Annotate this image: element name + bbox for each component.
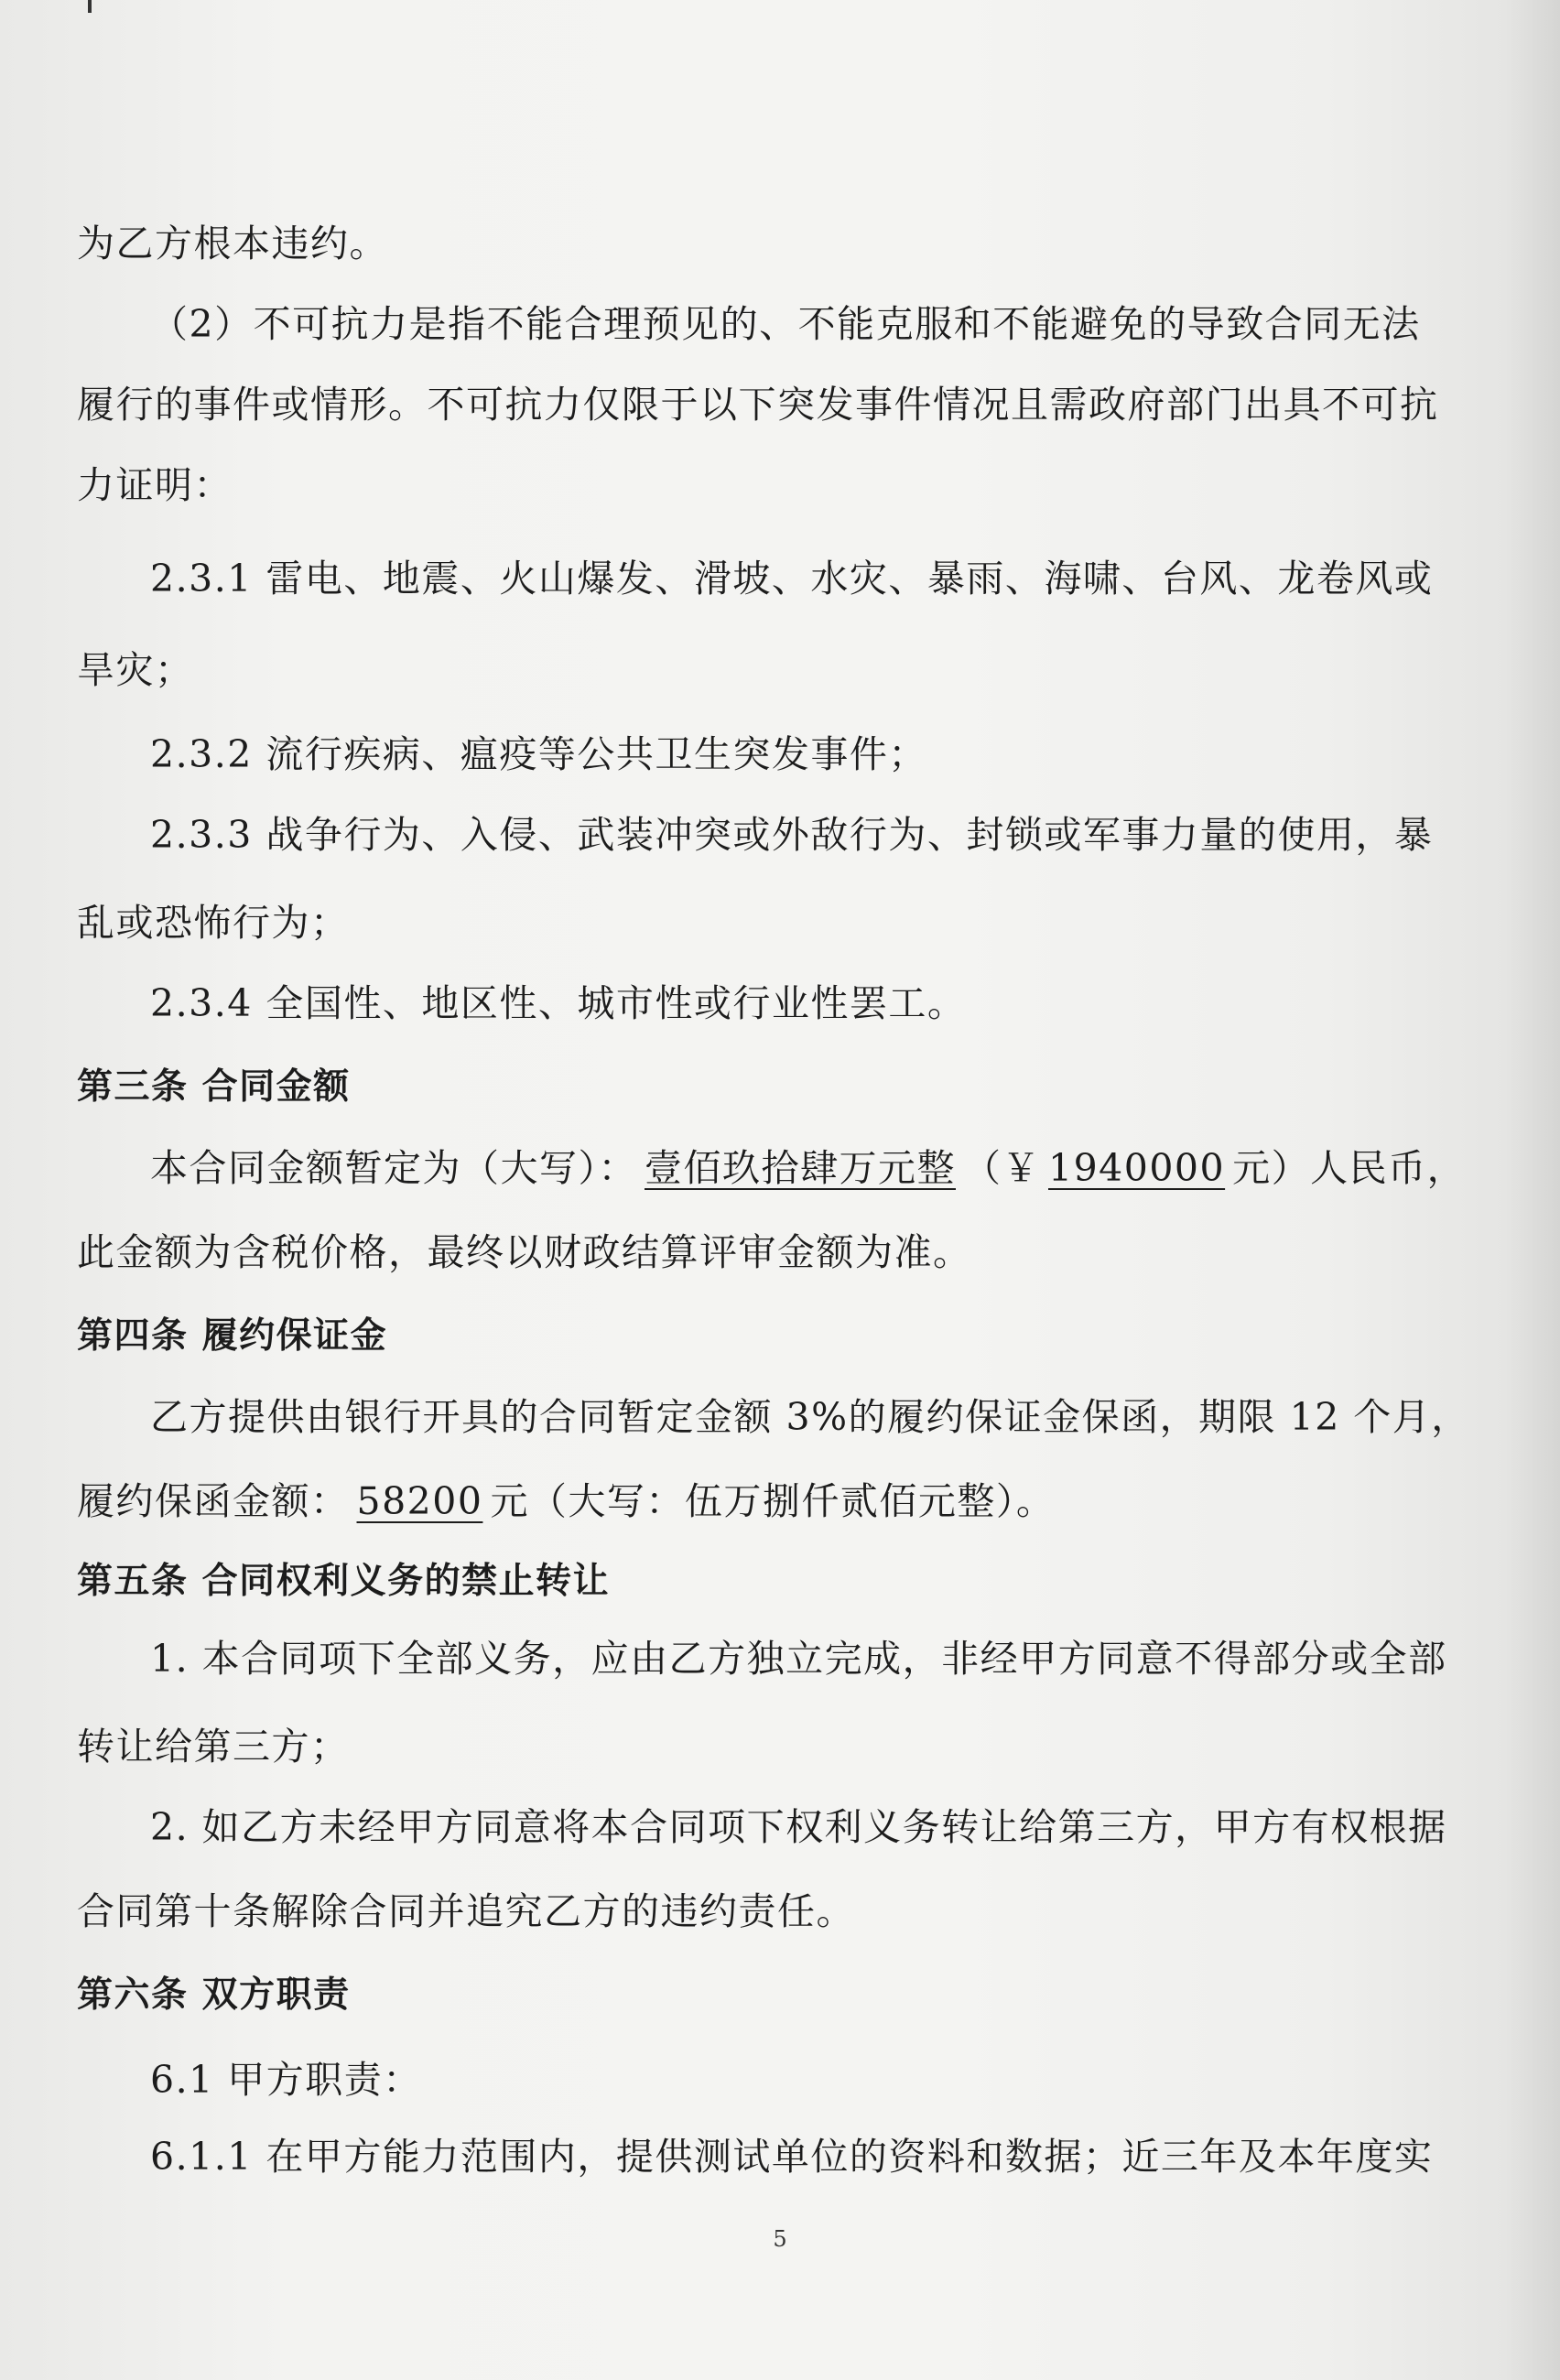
amount-in-words: 壹佰玖拾肆万元整 xyxy=(645,1146,956,1190)
amount-currency-prefix: （￥ xyxy=(963,1146,1041,1190)
text-line: 2.3.3 战争行为、入侵、武装冲突或外敌行为、封锁或军事力量的使用，暴 xyxy=(150,813,1434,857)
guarantee-suffix: 元（大写：伍万捌仟贰佰元整）。 xyxy=(490,1479,1056,1523)
text-line: 力证明： xyxy=(77,463,233,507)
text-line: 履行的事件或情形。不可抗力仅限于以下突发事件情况且需政府部门出具不可抗 xyxy=(77,383,1439,427)
text-line: 2. 如乙方未经甲方同意将本合同项下权利义务转让给第三方，甲方有权根据 xyxy=(150,1805,1447,1849)
text-line: 1. 本合同项下全部义务，应由乙方独立完成，非经甲方同意不得部分或全部 xyxy=(150,1637,1447,1681)
text-line: 6.1.1 在甲方能力范围内，提供测试单位的资料和数据；近三年及本年度实 xyxy=(150,2135,1434,2179)
text-line: 合同第十条解除合同并追究乙方的违约责任。 xyxy=(77,1889,855,1933)
guarantee-amount-line xyxy=(77,1476,1441,1527)
text-line: 转让给第三方； xyxy=(77,1725,350,1769)
text-line: 旱灾； xyxy=(77,648,194,692)
text-line: 6.1 甲方职责： xyxy=(150,2058,422,2102)
amount-label: 本合同金额暂定为（大写）： xyxy=(150,1146,637,1190)
amount-suffix: 元）人民币， xyxy=(1232,1146,1467,1190)
text-line: 2.3.4 全国性、地区性、城市性或行业性罢工。 xyxy=(150,981,967,1025)
text-line: 此金额为含税价格，最终以财政结算评审金额为准。 xyxy=(77,1230,972,1274)
section-heading: 第四条 履约保证金 xyxy=(77,1315,388,1357)
guarantee-label: 履约保函金额： xyxy=(77,1479,350,1523)
amount-in-numbers: 1940000 xyxy=(1048,1146,1226,1190)
text-line: 乱或恐怖行为； xyxy=(77,901,350,945)
text-line: 2.3.2 流行疾病、瘟疫等公共卫生突发事件； xyxy=(150,732,927,776)
text-line: （2）不可抗力是指不能合理预见的、不能克服和不能避免的导致合同无法 xyxy=(150,302,1421,346)
section-heading: 第五条 合同权利义务的禁止转让 xyxy=(77,1561,611,1602)
text-line: 为乙方根本违约。 xyxy=(77,222,388,265)
guarantee-amount: 58200 xyxy=(356,1479,483,1523)
text-line: 2.3.1 雷电、地震、火山爆发、滑坡、水灾、暴雨、海啸、台风、龙卷风或 xyxy=(150,557,1434,600)
section-heading: 第三条 合同金额 xyxy=(77,1066,351,1108)
text-line: 乙方提供由银行开具的合同暂定金额 3%的履约保证金保函，期限 12 个月， xyxy=(150,1395,1470,1439)
page-edge-shadow xyxy=(1505,0,1560,2380)
contract-amount-line xyxy=(150,1142,1467,1194)
page-number: 5 xyxy=(773,2226,787,2252)
binding-mark xyxy=(88,0,92,13)
section-heading: 第六条 双方职责 xyxy=(77,1974,351,2016)
